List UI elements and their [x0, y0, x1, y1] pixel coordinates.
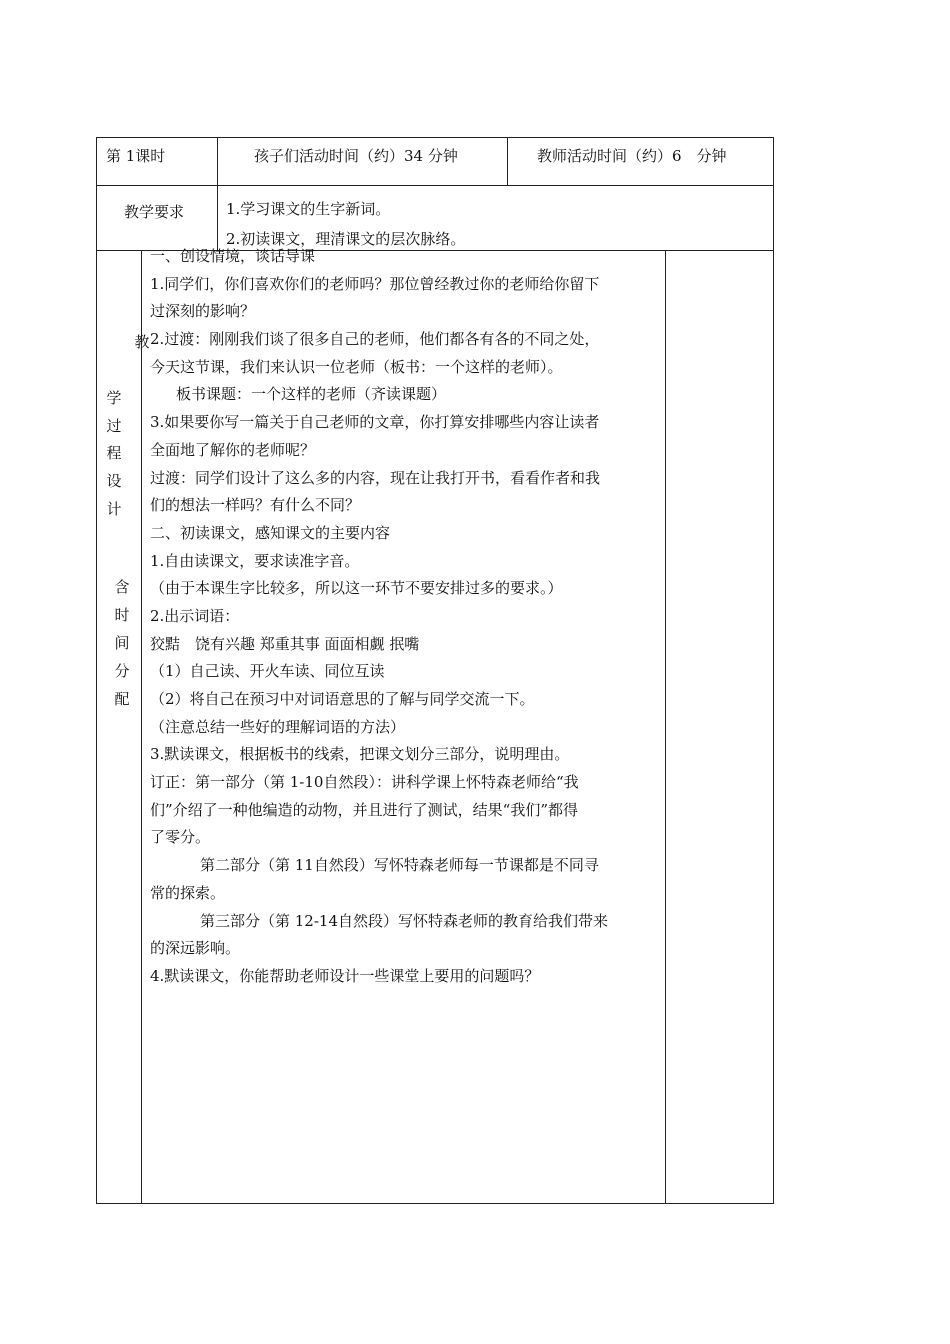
content-line: 3.如果要你写一篇关于自己老师的文章，你打算安排哪些内容让读者 [150, 413, 600, 432]
requirements-label: 教学要求 [124, 203, 185, 221]
side-label-char: 过 [106, 417, 122, 435]
content-line: 过渡：同学们设计了这么多的内容，现在让我打开书，看看作者和我 [150, 468, 601, 487]
body-divider-right [665, 250, 666, 1203]
content-line: 1.自由读课文，要求读准字音。 [150, 551, 360, 570]
requirement-item: 1.学习课文的生字新词。 [226, 200, 391, 218]
period-label: 第 1课时 [106, 147, 166, 165]
side-label-char: 程 [106, 444, 122, 462]
content-line: （注意总结一些好的理解词语的方法） [150, 717, 406, 736]
content-line: 的深远影响。 [150, 939, 241, 958]
content-line: （2）将自己在预习中对词语意思的了解与同学交流一下。 [150, 690, 535, 708]
content-line: 1.同学们，你们喜欢你们的老师吗？那位曾经教过你的老师给你留下 [150, 274, 600, 293]
header-divider-1 [217, 137, 218, 250]
lesson-content [150, 246, 660, 994]
content-line: 过深刻的影响？ [150, 302, 256, 321]
content-line: 一、创设情境，谈话导课 [150, 247, 316, 265]
side-label-char: 学 [106, 389, 122, 407]
content-line: 板书课题：一个这样的老师（齐读课题） [176, 385, 447, 404]
table-border-right [773, 137, 774, 1204]
side-label-char: 计 [106, 500, 122, 518]
table-border-left [96, 137, 97, 1204]
content-line: （由于本课生字比较多，所以这一环节不要安排过多的要求。） [150, 579, 563, 598]
table-border-bottom [96, 1203, 774, 1204]
student-time-label: 孩子们活动时间（约）34 分钟 [254, 147, 458, 165]
side-label-char: 配 [114, 690, 130, 708]
content-line: 常的探索。 [150, 883, 226, 902]
content-line: 二、初读课文，感知课文的主要内容 [150, 523, 391, 542]
side-label-char: 设 [106, 472, 122, 490]
body-divider-left [141, 250, 142, 1203]
content-line: 们的想法一样吗？有什么不同？ [150, 496, 361, 515]
content-line: 第三部分（第 12-14自然段）写怀特森老师的教育给我们带来 [200, 911, 609, 930]
side-label-char: 间 [114, 634, 130, 652]
side-label-char: 含 [114, 578, 130, 596]
content-line: 3.默读课文，根据板书的线索，把课文划分三部分，说明理由。 [150, 745, 570, 764]
content-line: 订正：第一部分（第 1-10自然段）：讲科学课上怀特森老师给“我 [150, 773, 579, 792]
content-line: 2.过渡：刚刚我们谈了很多自己的老师，他们都各有各的不同之处， [150, 330, 600, 349]
side-label-char: 教 [134, 333, 150, 351]
content-line: 全面地了解你的老师呢？ [150, 440, 316, 459]
content-line: 了零分。 [150, 828, 211, 847]
teacher-time-label: 教师活动时间（约）6 分钟 [537, 147, 727, 165]
content-line: 4.默读课文，你能帮助老师设计一些课堂上要用的问题吗？ [150, 966, 540, 985]
side-label-char: 时 [114, 606, 130, 624]
requirement-item: 2.初读课文，理清课文的层次脉络。 [226, 230, 466, 248]
content-line: （1）自己读、开火车读、同位互读 [150, 662, 385, 681]
table-divider-header [96, 185, 774, 186]
content-line: 今天这节课，我们来认识一位老师（板书：一个这样的老师）。 [150, 357, 563, 376]
side-label-char: 分 [114, 662, 130, 680]
content-line: 们”介绍了一种他编造的动物，并且进行了测试，结果“我们”都得 [150, 800, 579, 819]
table-border-top [96, 137, 774, 138]
content-line: 2.出示词语： [150, 606, 240, 625]
content-line: 第二部分（第 11自然段）写怀特森老师每一节课都是不同寻 [200, 856, 599, 875]
header-divider-2 [507, 137, 508, 185]
content-line: 狡黠 饶有兴趣 郑重其事 面面相觑 抿嘴 [150, 634, 420, 653]
